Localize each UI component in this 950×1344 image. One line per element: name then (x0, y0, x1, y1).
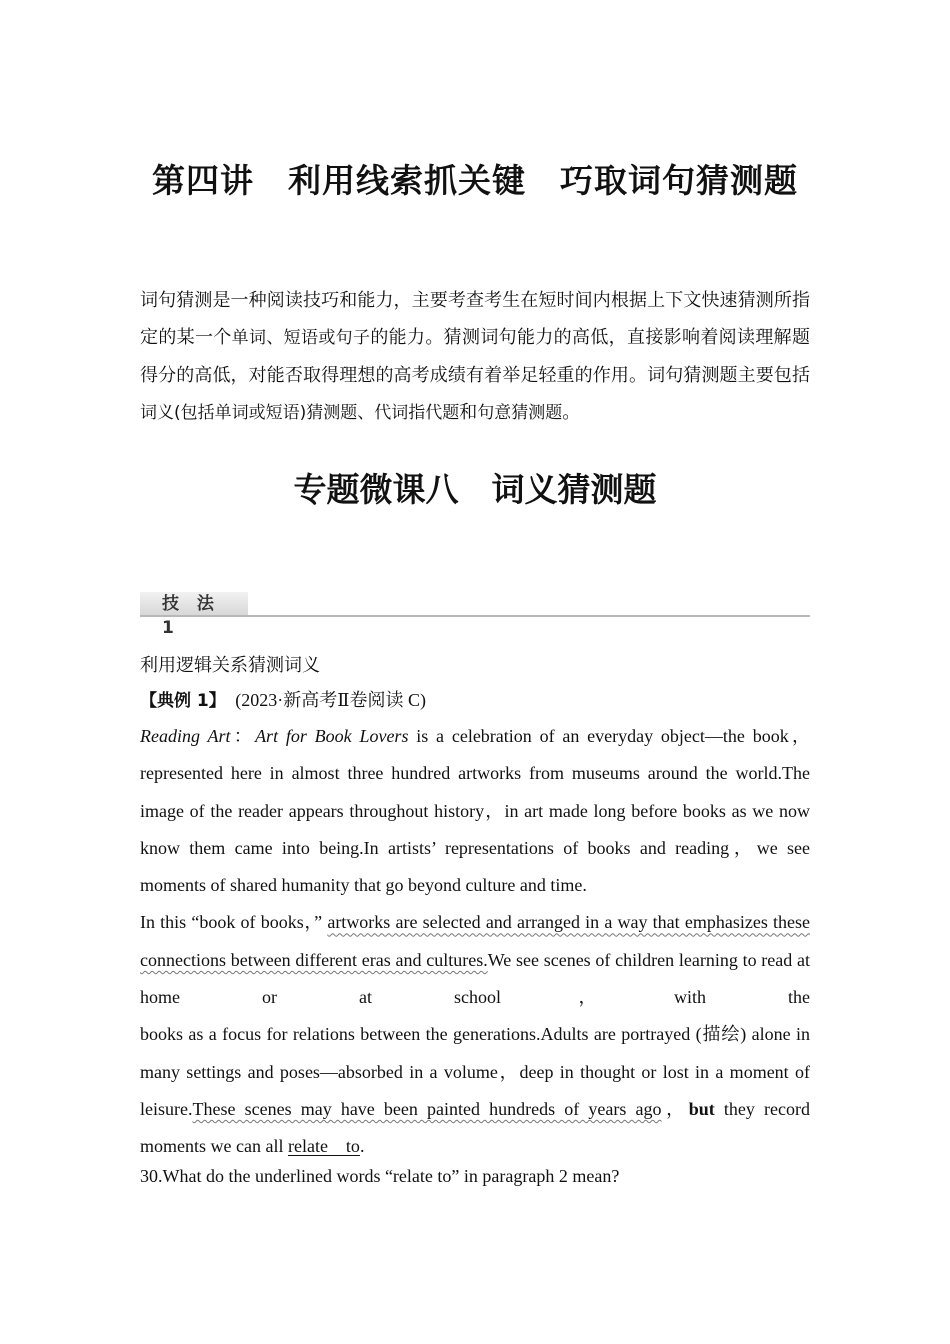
technique-title: 利用逻辑关系猜测词义 (140, 655, 320, 675)
passage-text: In this “book of books，” (140, 912, 323, 933)
intro-paragraph (140, 282, 810, 432)
divider (140, 615, 810, 617)
passage-paragraph (140, 904, 810, 1016)
book-title: Art for Book Lovers (255, 726, 409, 746)
lecture-title: 第四讲 利用线索抓关键 巧取词句猜测题 (152, 161, 798, 200)
intro-highlight: 单词、短语或句子 (231, 328, 371, 348)
passage-title: Reading Art (140, 726, 231, 746)
intro-highlight: 句意猜测题 (477, 403, 563, 423)
passage-text: . (359, 1136, 365, 1157)
bold-keyword: but (688, 1098, 715, 1119)
reading-passage (140, 718, 810, 1166)
example-source: (2023·新高考Ⅱ卷阅读 C) (217, 690, 426, 710)
wavy-underlined-text: artworks are selected and arranged in a way that emphasizes these connections between different eras and cultures. (140, 912, 811, 970)
intro-text: 和 (459, 402, 478, 422)
example-heading (140, 686, 426, 712)
passage-text: books as a focus for relations between the generations.Adults are portrayed (描绘) alone in many settings and poses—absorbed in a volume，deep in thought or lost in a moment of leisure. (140, 1024, 810, 1119)
passage-text: they record moments we can all (140, 1098, 810, 1157)
wavy-underlined-text: These scenes may have been painted hundreds of years ago (192, 1098, 662, 1119)
example-label: 【典例 1】 (140, 691, 218, 711)
passage-text: is a celebration of an everyday object—the book，represented here in almost three hundred artworks from museums around the world.The image of the reader appears throughout history，in art made long before books as we now know them came into being.In artists’ representations of books and reading，we see moments of shared humanity that go beyond culture and time. (140, 726, 810, 896)
passage-text: ， (661, 1098, 689, 1119)
technique-banner (140, 592, 810, 638)
passage-text: We see scenes of children learning to read at home or at school，with the (140, 949, 811, 1008)
intro-highlight: 词义(包括单词或短语)猜测题、代词指代题 (140, 403, 460, 423)
technique-label: 技 法 1 (140, 592, 248, 616)
intro-text: 词句猜测是一种阅读技巧和能力，主要考查考生在短时间内根据上下文快速猜测所指定的某一个 (140, 290, 810, 347)
intro-text: 的能力。猜测词句能力的高低，直接影响着阅读理解题得分的高低，对能否取得理想的高考成绩有着举足轻重的作用。词句猜测题主要包括 (140, 327, 811, 385)
subtopic-title: 专题微课八 词义猜测题 (293, 470, 657, 509)
passage-paragraph (140, 718, 810, 904)
passage-paragraph (140, 1016, 810, 1165)
underlined-phrase: relate to (287, 1136, 360, 1157)
intro-text: 。 (562, 402, 581, 422)
question-text: 30.What do the underlined words “relate to” in paragraph 2 mean? (140, 1166, 620, 1186)
passage-text: ： (230, 726, 256, 746)
